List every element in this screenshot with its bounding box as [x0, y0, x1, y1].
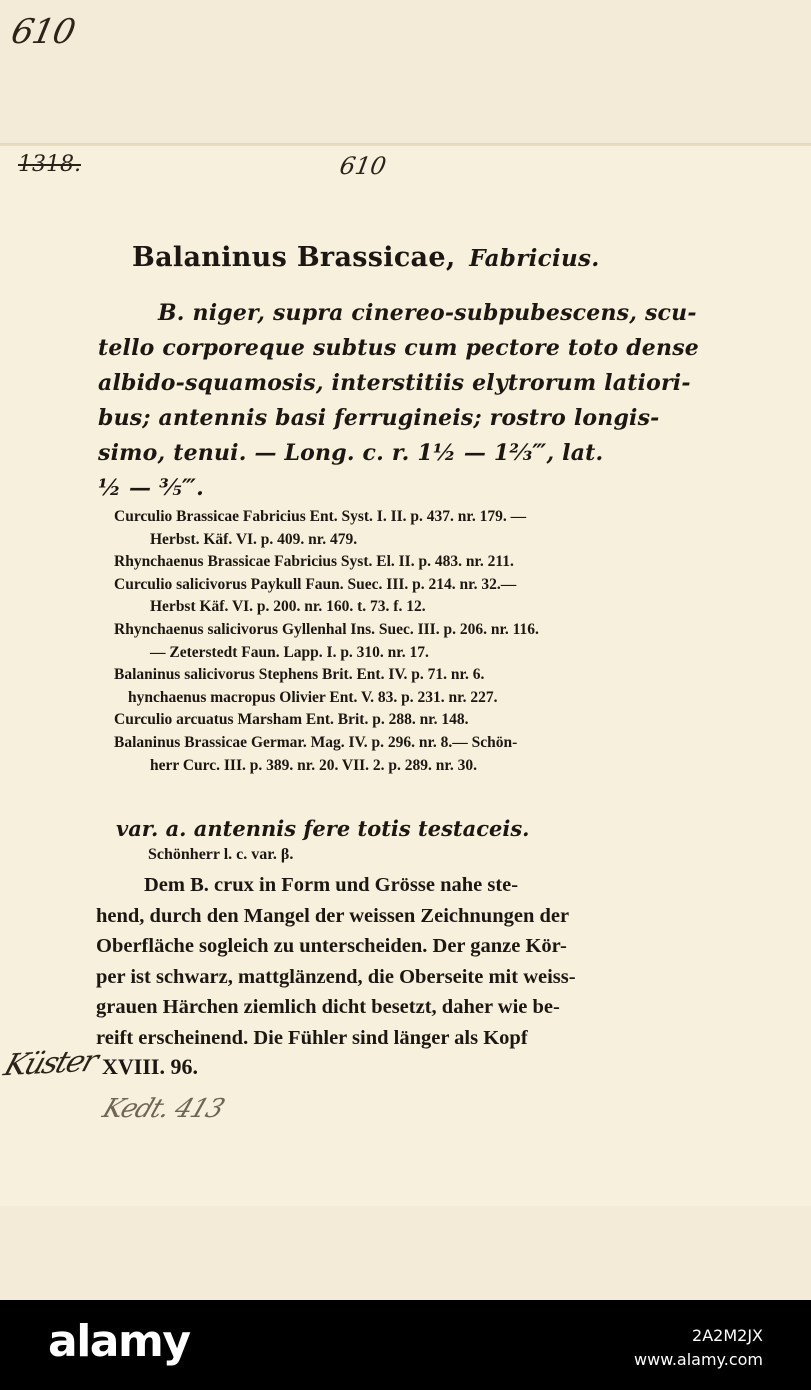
watermark-url: www.alamy.com [634, 1350, 763, 1369]
diagnosis-line: bus; antennis basi ferrugineis; rostro longis- [98, 405, 660, 431]
handwritten-signature: Küster [0, 1043, 101, 1084]
synonym-line: Herbst Käf. VI. p. 200. nr. 160. t. 73. f. 12. [150, 598, 426, 616]
species-name: Balaninus Brassicae, [132, 242, 456, 273]
description-line: Oberfläche sogleich zu unterscheiden. Der ganze Kör- [96, 935, 567, 958]
synonym-line: — Zeterstedt Faun. Lapp. I. p. 310. nr. 17. [150, 643, 429, 661]
synonym-line: Herbst. Käf. VI. p. 409. nr. 479. [150, 530, 358, 548]
variety-label: var. a. antennis fere totis testaceis. [116, 816, 530, 841]
diagnosis-line: tello corporeque subtus cum pectore toto dense [98, 335, 699, 361]
description-line: hend, durch den Mangel der weissen Zeichnungen der [96, 904, 570, 927]
species-title [132, 242, 692, 273]
description [96, 870, 706, 1054]
diagnosis [98, 296, 712, 506]
diagnosis-line: ½ — ⅗‴. [98, 475, 204, 501]
description-line: per ist schwarz, mattglänzend, die Oberseite mit weiss- [96, 965, 576, 988]
variety-reference: Schönherr l. c. var. β. [148, 846, 294, 863]
description-line: reift erscheinend. Die Fühler sind länger als Kopf [96, 1026, 528, 1049]
synonym-line: Balaninus salicivorus Stephens Brit. Ent. IV. p. 71. nr. 6. [114, 666, 485, 684]
description-line: grauen Härchen ziemlich dicht besetzt, daher wie be- [96, 996, 560, 1019]
synonym-line: herr Curc. III. p. 389. nr. 20. VII. 2. p. 289. nr. 30. [150, 756, 477, 774]
synonym-line: hynchaenus macropus Olivier Ent. V. 83. p. 231. nr. 227. [128, 688, 498, 706]
handwritten-note: Kedt. 413 [98, 1094, 228, 1124]
diagnosis-line: simo, tenui. — Long. c. r. 1½ — 1⅔‴, lat. [98, 440, 604, 466]
species-author: Fabricius. [469, 245, 600, 272]
struck-number: 1318. [18, 152, 81, 177]
description-line: Dem B. crux in Form und Grösse nahe ste- [144, 874, 519, 896]
synonym-line: Balaninus Brassicae Germar. Mag. IV. p. 296. nr. 8.— Schön- [114, 733, 518, 751]
diagnosis-line: B. niger, supra cinereo-subpubescens, scu- [158, 300, 697, 326]
synonymy [114, 506, 714, 777]
synonym-line: Rhynchaenus salicivorus Gyllenhal Ins. Suec. III. p. 206. nr. 116. [114, 620, 539, 638]
synonym-line: Curculio arcuatus Marsham Ent. Brit. p. 288. nr. 148. [114, 711, 469, 729]
image-id: 2A2M2JX [692, 1326, 763, 1345]
synonym-line: Curculio Brassicae Fabricius Ent. Syst. I. II. p. 437. nr. 179. — [114, 508, 527, 525]
diagnosis-line: albido-squamosis, interstitiis elytrorum latiori- [98, 370, 691, 396]
page-number: 610 [337, 152, 389, 180]
synonym-line: Rhynchaenus Brassicae Fabricius Syst. El. II. p. 483. nr. 211. [114, 553, 514, 571]
synonym-line: Curculio salicivorus Paykull Faun. Suec. III. p. 214. nr. 32.— [114, 575, 517, 593]
alamy-logo: alamy [48, 1316, 190, 1367]
top-page-number: 610 [7, 12, 79, 52]
signature-mark: XVIII. 96. [102, 1054, 198, 1079]
